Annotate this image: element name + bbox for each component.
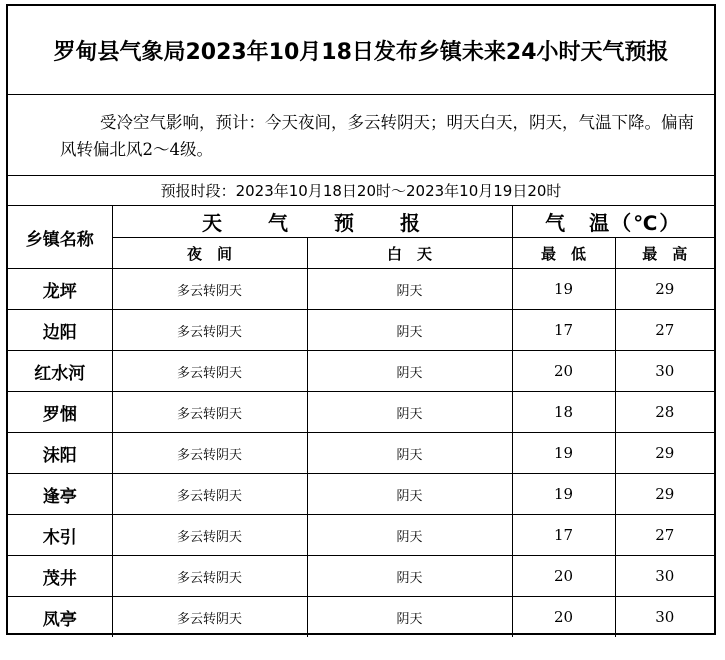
- table-row: [8, 515, 714, 556]
- town-name: 木引: [8, 515, 112, 556]
- day-forecast: 阴天: [307, 515, 512, 556]
- high-temperature: 28: [615, 392, 714, 433]
- day-forecast: 阴天: [307, 269, 512, 310]
- day-forecast: 阴天: [307, 392, 512, 433]
- table-row: [8, 556, 714, 597]
- night-forecast: 多云转阴天: [112, 556, 307, 597]
- header-forecast: 天 气 预 报: [112, 206, 512, 238]
- low-temperature: 19: [512, 433, 615, 474]
- town-name: 罗悃: [8, 392, 112, 433]
- town-name: 龙坪: [8, 269, 112, 310]
- high-temperature: 29: [615, 269, 714, 310]
- table-row: [8, 433, 714, 474]
- town-name: 茂井: [8, 556, 112, 597]
- day-forecast: 阴天: [307, 556, 512, 597]
- night-forecast: 多云转阴天: [112, 474, 307, 515]
- low-temperature: 19: [512, 474, 615, 515]
- table-row: [8, 392, 714, 433]
- night-forecast: 多云转阴天: [112, 351, 307, 392]
- day-forecast: 阴天: [307, 310, 512, 351]
- table-row: [8, 351, 714, 392]
- high-temperature: 30: [615, 351, 714, 392]
- town-name: 边阳: [8, 310, 112, 351]
- high-temperature: 29: [615, 474, 714, 515]
- forecast-table: [8, 206, 714, 637]
- town-name: 凤亭: [8, 597, 112, 638]
- high-temperature: 27: [615, 515, 714, 556]
- low-temperature: 19: [512, 269, 615, 310]
- day-forecast: 阴天: [307, 433, 512, 474]
- table-row: [8, 269, 714, 310]
- town-name: 沫阳: [8, 433, 112, 474]
- town-name: 红水河: [8, 351, 112, 392]
- day-forecast: 阴天: [307, 597, 512, 638]
- low-temperature: 20: [512, 351, 615, 392]
- low-temperature: 17: [512, 310, 615, 351]
- high-temperature: 30: [615, 597, 714, 638]
- header-day: 白 天: [307, 238, 512, 269]
- low-temperature: 18: [512, 392, 615, 433]
- town-name: 逢亭: [8, 474, 112, 515]
- night-forecast: 多云转阴天: [112, 392, 307, 433]
- day-forecast: 阴天: [307, 474, 512, 515]
- table-row: [8, 474, 714, 515]
- low-temperature: 20: [512, 556, 615, 597]
- table-row: [8, 310, 714, 351]
- document-title: 罗甸县气象局2023年10月18日发布乡镇未来24小时天气预报: [8, 6, 714, 95]
- night-forecast: 多云转阴天: [112, 310, 307, 351]
- weather-summary: 受冷空气影响，预计：今天夜间，多云转阴天；明天白天，阴天，气温下降。偏南风转偏北风2～4级。: [8, 94, 714, 176]
- night-forecast: 多云转阴天: [112, 515, 307, 556]
- header-temperature: 气 温（℃）: [512, 206, 714, 238]
- night-forecast: 多云转阴天: [112, 433, 307, 474]
- header-low: 最 低: [512, 238, 615, 269]
- high-temperature: 30: [615, 556, 714, 597]
- night-forecast: 多云转阴天: [112, 269, 307, 310]
- header-night: 夜 间: [112, 238, 307, 269]
- header-town: 乡镇名称: [8, 206, 112, 269]
- night-forecast: 多云转阴天: [112, 597, 307, 638]
- header-high: 最 高: [615, 238, 714, 269]
- table-row: [8, 597, 714, 638]
- day-forecast: 阴天: [307, 351, 512, 392]
- forecast-document: [6, 4, 716, 635]
- high-temperature: 27: [615, 310, 714, 351]
- table-header-row: [8, 206, 714, 238]
- high-temperature: 29: [615, 433, 714, 474]
- forecast-period: 预报时段：2023年10月18日20时～2023年10月19日20时: [8, 176, 714, 206]
- low-temperature: 17: [512, 515, 615, 556]
- table-subheader-row: [8, 238, 714, 269]
- low-temperature: 20: [512, 597, 615, 638]
